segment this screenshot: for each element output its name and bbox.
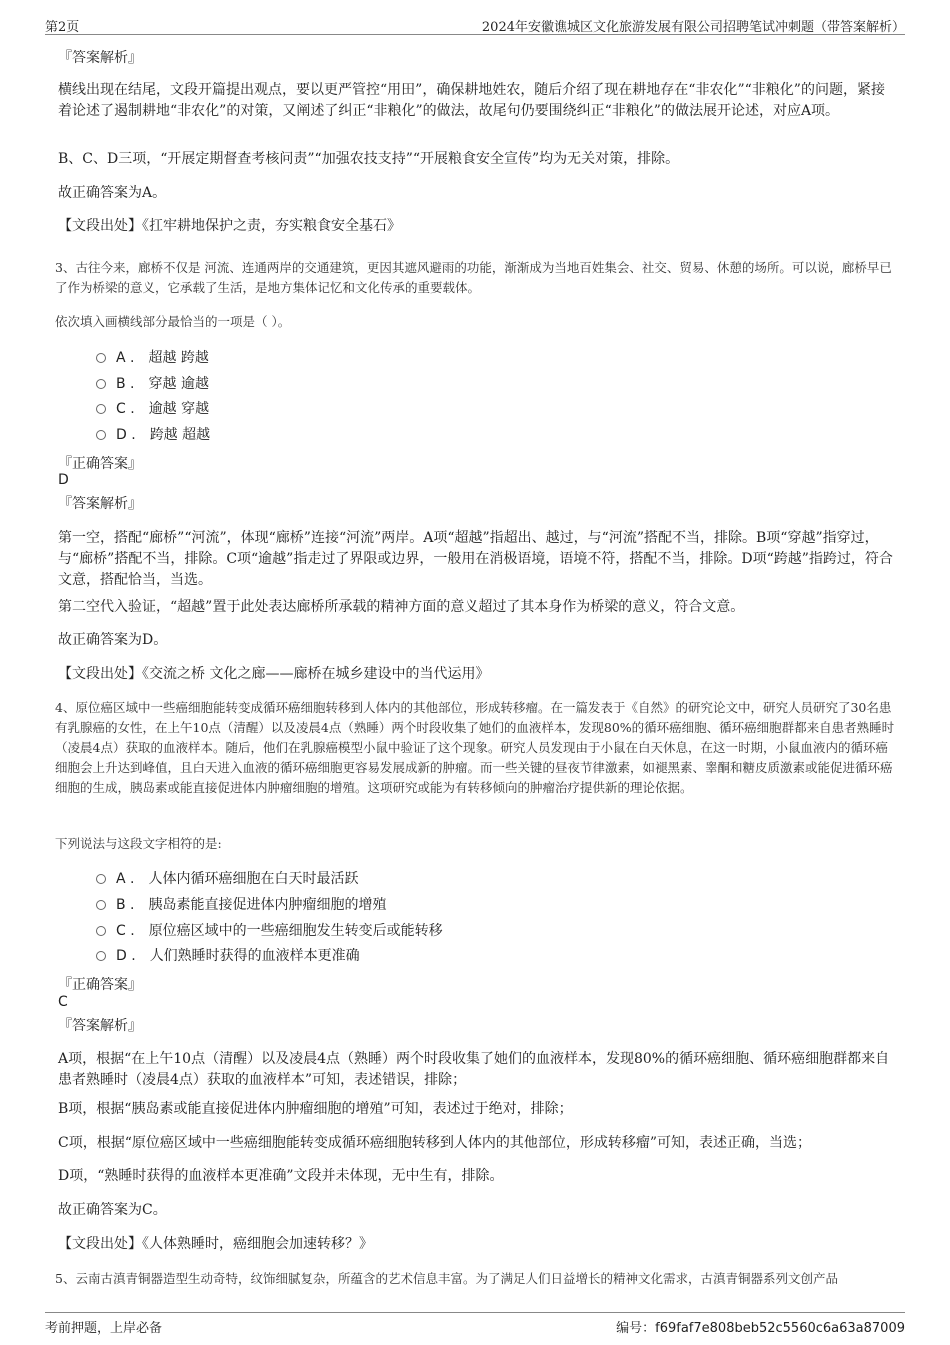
option-c[interactable]: C . 原位癌区域中的一些癌细胞发生转变后或能转移 (96, 921, 443, 941)
radio-icon[interactable] (96, 430, 106, 440)
question-prompt: 下列说法与这段文字相符的是: (55, 836, 222, 851)
radio-icon[interactable] (96, 379, 106, 389)
analysis-paragraph: B、C、D三项，“开展定期督查考核问责”“加强农技支持”“开展粮食安全宣传”均为无关对策，排除。 (58, 151, 680, 167)
option-d[interactable]: D . 跨越 超越 (96, 425, 210, 445)
option-a[interactable]: A . 人体内循环癌细胞在白天时最活跃 (96, 869, 358, 889)
page-header (45, 14, 905, 35)
answer-analysis-label: 『答案解析』 (58, 496, 142, 512)
final-answer-statement: 故正确答案为C。 (58, 1202, 167, 1218)
question-stem: 4、原位癌区域中一些癌细胞能转变成循环癌细胞转移到人体内的其他部位，形成转移瘤。在一篇发表于《自然》的研究论文中，研究人员研究了30名患有乳腺癌的女性，在上午10点（清醒）以及凌晨4点（熟睡）两个时段收集了她们的血液样本，发现80%的循环癌细胞、循环癌细胞群都来自患者熟睡时（凌晨4点）获取的血液样本。随后，他们在乳腺癌模型小鼠中验证了这个现象。研究人员发现由于小鼠在白天休息，在这一时期，小鼠血液内的循环癌细胞会上升达到峰值，且白天进入血液的循环癌细胞更容易发展成新的肿瘤。而一些关键的昼夜节律激素，如褪黑素、睾酮和糖皮质激素或能促进循环癌细胞的生成，胰岛素或能直接促进体内肿瘤细胞的增殖。这项研究或能为有转移倾向的肿瘤治疗提供新的理论依据。 (55, 700, 895, 795)
analysis-paragraph: D项，“熟睡时获得的血液样本更准确”文段并未体现，无中生有，排除。 (58, 1168, 504, 1184)
analysis-paragraph: 第一空，搭配“廊桥”“河流”，体现“廊桥”连接“河流”两岸。A项“超越”指超出、越过，与“河流”搭配不当，排除。B项“穿越”指穿过，与“廊桥”搭配不当，排除。C项“逾越”指走过了界限或边界，一般用在消极语境，语境不符，搭配不当，排除。D项“跨越”指跨过，符合文意，搭配恰当，当选。 (58, 530, 893, 588)
radio-icon[interactable] (96, 951, 106, 961)
correct-answer-label: 『正确答案』 (58, 977, 142, 993)
question-stem: 5、云南古滇青铜器造型生动奇特，纹饰细腻复杂，所蕴含的艺术信息丰富。为了满足人们日益增长的精神文化需求，古滇青铜器系列文创产品 (55, 1271, 838, 1286)
answer-analysis-label: 『答案解析』 (58, 1018, 142, 1034)
radio-icon[interactable] (96, 874, 106, 884)
source-citation: 【文段出处】《人体熟睡时，癌细胞会加速转移？》 (58, 1236, 373, 1252)
source-citation: 【文段出处】《交流之桥 文化之廊——廊桥在城乡建设中的当代运用》 (58, 666, 490, 682)
page-footer (45, 1312, 905, 1337)
question-prompt: 依次填入画横线部分最恰当的一项是（ ）。 (55, 314, 291, 329)
option-d[interactable]: D . 人们熟睡时获得的血液样本更准确 (96, 946, 360, 966)
correct-answer: D (58, 472, 69, 488)
option-b[interactable]: B . 穿越 逾越 (96, 374, 209, 394)
analysis-paragraph: 横线出现在结尾，文段开篇提出观点，要以更严管控“用田”，确保耕地姓农，随后介绍了现在耕地存在“非农化”“非粮化”的问题，紧接着论述了遏制耕地“非农化”的对策，又阐述了纠正“非粮化”的做法，故尾句仍要围绕纠正“非粮化”的做法展开论述，对应A项。 (58, 82, 885, 119)
correct-answer: C (58, 994, 68, 1010)
option-c[interactable]: C . 逾越 穿越 (96, 399, 209, 419)
correct-answer-label: 『正确答案』 (58, 456, 142, 472)
analysis-paragraph: C项，根据“原位癌区域中一些癌细胞能转变成循环癌细胞转移到人体内的其他部位，形成转移瘤”可知，表述正确，当选； (58, 1135, 812, 1151)
option-b[interactable]: B . 胰岛素能直接促进体内肿瘤细胞的增殖 (96, 895, 387, 915)
page-number: 第2页 (45, 20, 80, 35)
footer-slogan: 考前押题，上岸必备 (45, 1321, 163, 1336)
source-citation: 【文段出处】《扛牢耕地保护之责，夯实粮食安全基石》 (58, 218, 401, 234)
document-code: 编号：f69faf7e808beb52c5560c6a63a87009 (616, 1321, 905, 1336)
document-title: 2024年安徽谯城区文化旅游发展有限公司招聘笔试冲刺题（带答案解析） (481, 20, 905, 35)
final-answer-statement: 故正确答案为D。 (58, 632, 168, 648)
question-stem: 3、古往今来，廊桥不仅是 河流、连通两岸的交通建筑，更因其遮风避雨的功能，渐渐成为当地百姓集会、社交、贸易、休憩的场所。可以说，廊桥早已 了作为桥梁的意义，它承载了生活，是地方集体记忆和文化传承的重要载体。 (55, 260, 892, 295)
radio-icon[interactable] (96, 404, 106, 414)
analysis-paragraph: A项，根据“在上午10点（清醒）以及凌晨4点（熟睡）两个时段收集了她们的血液样本，发现80%的循环癌细胞、循环癌细胞群都来自患者熟睡时（凌晨4点）获取的血液样本”可知，表述错误，排除； (58, 1051, 890, 1088)
radio-icon[interactable] (96, 900, 106, 910)
answer-analysis-label: 『答案解析』 (58, 50, 142, 66)
radio-icon[interactable] (96, 353, 106, 363)
analysis-paragraph: B项，根据“胰岛素或能直接促进体内肿瘤细胞的增殖”可知，表述过于绝对，排除； (58, 1101, 573, 1117)
option-a[interactable]: A . 超越 跨越 (96, 348, 209, 368)
radio-icon[interactable] (96, 926, 106, 936)
final-answer-statement: 故正确答案为A。 (58, 185, 167, 201)
analysis-paragraph: 第二空代入验证，“超越”置于此处表达廊桥所承载的精神方面的意义超过了其本身作为桥梁的意义，符合文意。 (58, 599, 745, 615)
